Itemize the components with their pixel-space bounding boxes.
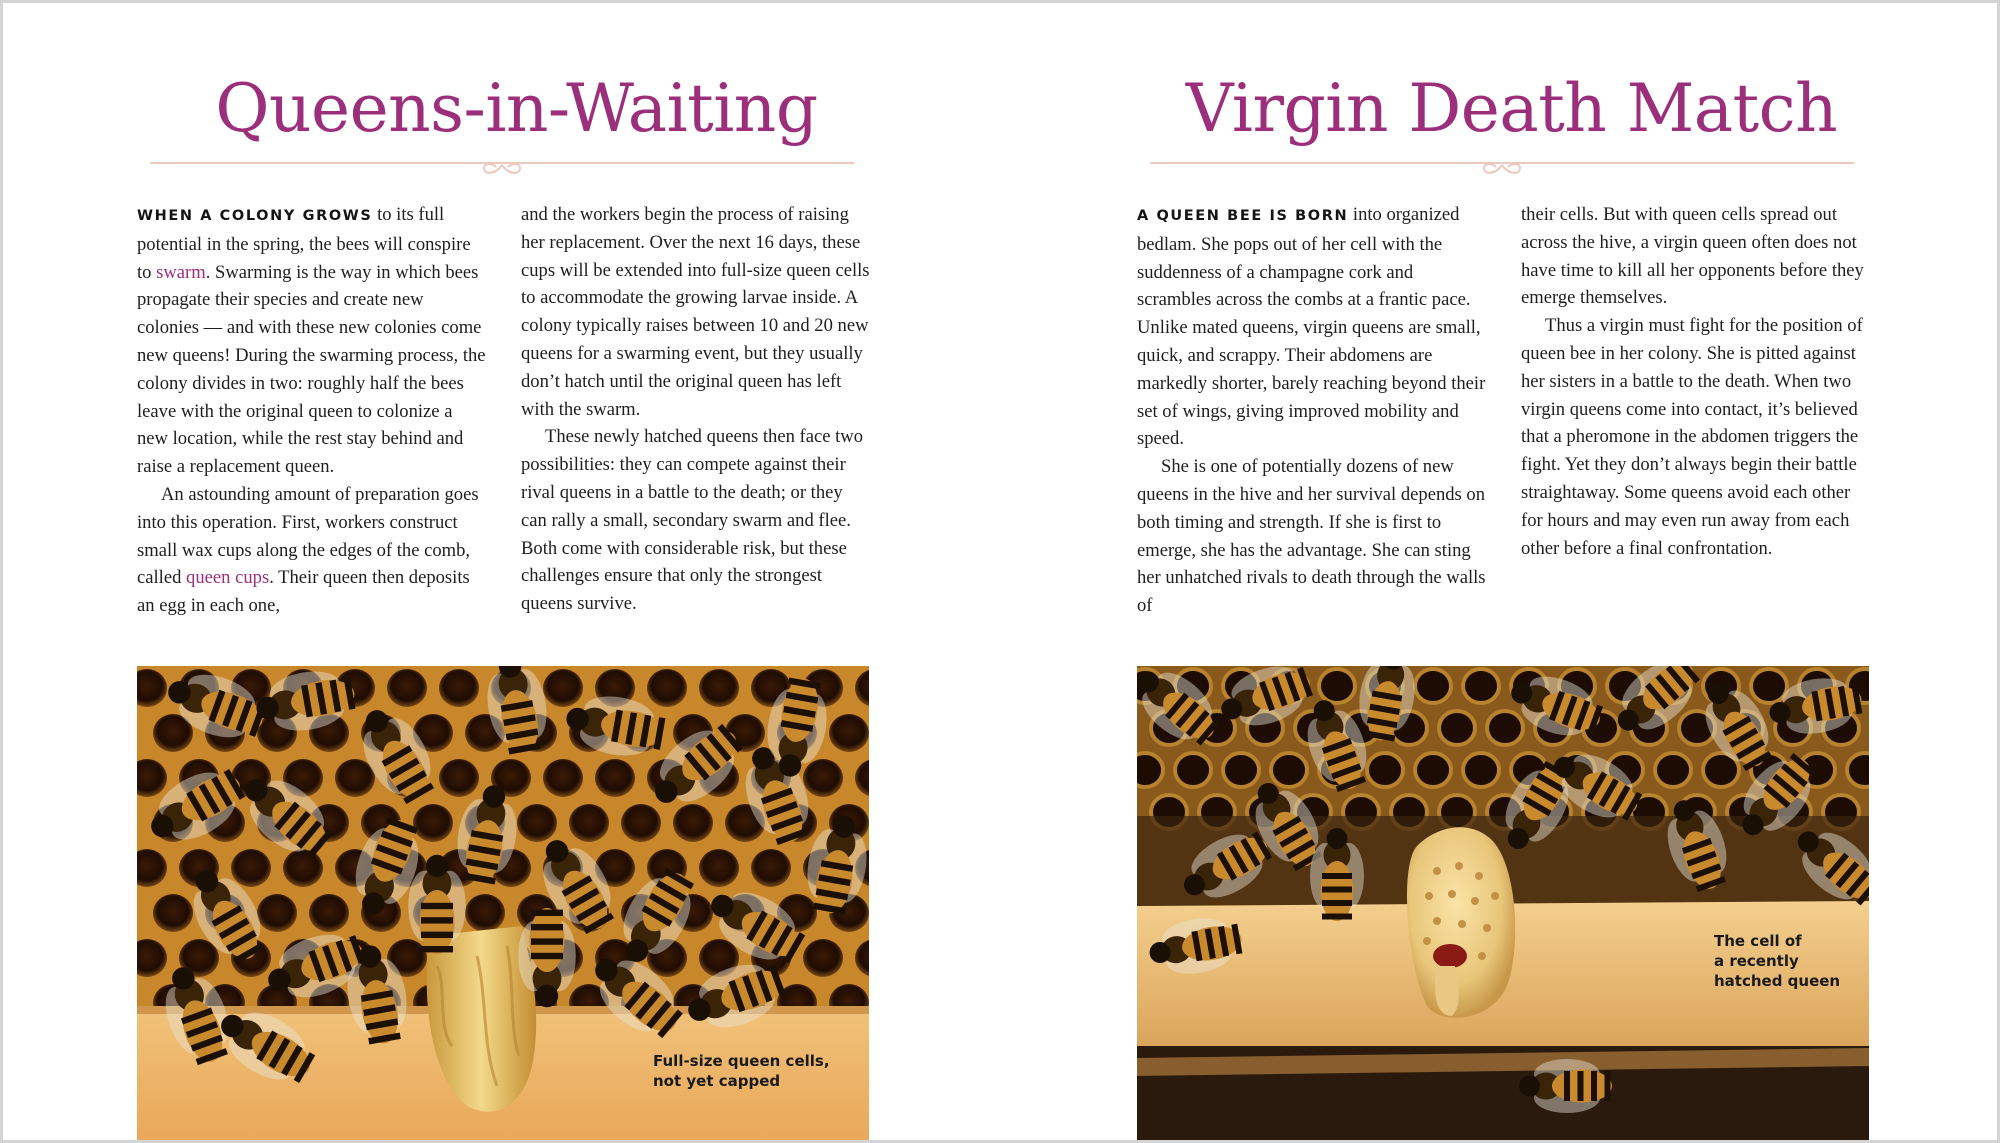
body-text: into organized bedlam. She pops out of her cell with the suddenness of a champagne cork and scrambles across the combs at a frantic pace. Unlike mated queens, virgin queens are small, quick, and scrappy. Their abdomens are markedly shorter, barely reaching beyond their set of wings, giving improved mobility and speed. bbox=[1137, 204, 1486, 450]
caption-line: Full-size queen cells, bbox=[653, 1052, 830, 1070]
keyword-swarm[interactable]: swarm bbox=[156, 261, 206, 283]
keyword-queen-cups[interactable]: queen cups bbox=[186, 567, 270, 589]
lead-in-text: WHEN A COLONY GROWS bbox=[137, 208, 373, 224]
body-text: . Swarming is the way in which bees propagate their species and create new colonies — and with these new colonies come new queens! During the swarming process, the colony divides in two: roughly half the bees leave with the original queen to colonize a new location, while the rest stay behind and raise a replacement queen. bbox=[137, 261, 486, 478]
right-title-ornament-rule bbox=[1150, 155, 1854, 179]
queen-cells-photo bbox=[137, 666, 869, 1140]
hatched-queen-cell-photo bbox=[1137, 666, 1869, 1140]
left-page bbox=[134, 3, 894, 1140]
right-column-2 bbox=[1521, 201, 1871, 562]
right-page-title: Virgin Death Match bbox=[1185, 70, 1838, 147]
left-photo-caption bbox=[653, 1051, 830, 1091]
lead-in-text: A QUEEN BEE IS BORN bbox=[1137, 208, 1349, 224]
body-text: An astounding amount of preparation goes into this operation. First, workers construct small wax cups along the edges of the comb, called bbox=[137, 483, 479, 589]
left-page-title: Queens-in-Waiting bbox=[215, 70, 818, 147]
caption-line: a recently bbox=[1714, 952, 1799, 970]
right-paragraph-3: their cells. But with queen cells spread out across the hive, a virgin queen often does not have time to kill all her opponents before they emerge themselves. bbox=[1521, 204, 1864, 309]
left-title-ornament-rule bbox=[150, 155, 854, 179]
caption-line: hatched queen bbox=[1714, 972, 1841, 990]
left-paragraph-2 bbox=[137, 481, 487, 620]
caption-line: The cell of bbox=[1714, 932, 1802, 950]
hatched-cell-image bbox=[1137, 666, 1869, 1140]
body-text: . Their queen then deposits an egg in each one, bbox=[137, 567, 470, 617]
body-text: to its full potential in the spring, the bees will conspire to bbox=[137, 204, 471, 283]
right-paragraph-4: Thus a virgin must fight for the position of queen bee in her colony. She is pitted against her sisters in a battle to the death. When two virgin queens come into contact, it’s believed that a pheromone in the abdomen triggers the fight. Yet they don’t always begin their battle straightaway. Some queens avoid each other for hours and may even run away from each other before a final confrontation. bbox=[1521, 315, 1863, 559]
caption-line: not yet capped bbox=[653, 1072, 781, 1090]
right-column-1 bbox=[1137, 201, 1487, 620]
left-paragraph-1 bbox=[137, 201, 487, 481]
right-paragraph-1 bbox=[1137, 201, 1487, 453]
left-column-1 bbox=[137, 201, 487, 620]
right-photo-caption bbox=[1714, 931, 1840, 991]
right-paragraph-2: She is one of potentially dozens of new queens in the hive and her survival depends on both timing and strength. If she is first to emerge, she has the advantage. She can sting her unhatched rivals to death through the walls of bbox=[1137, 456, 1486, 617]
left-paragraph-3: and the workers begin the process of raising her replacement. Over the next 16 days, these cups will be extended into full-size queen cells to accommodate the growing larvae inside. A colony typically raises between 10 and 20 new queens for a swarming event, but they usually don’t hatch until the original queen has left with the swarm. bbox=[521, 204, 870, 420]
left-column-2 bbox=[521, 201, 871, 618]
right-page bbox=[1134, 3, 1894, 1140]
book-spread bbox=[3, 3, 1997, 1140]
left-paragraph-4: These newly hatched queens then face two possibilities: they can compete against their rival queens in a battle to the death; or they can rally a small, secondary swarm and flee. Both come with considerable risk, but these challenges ensure that only the strongest queens survive. bbox=[521, 426, 864, 615]
